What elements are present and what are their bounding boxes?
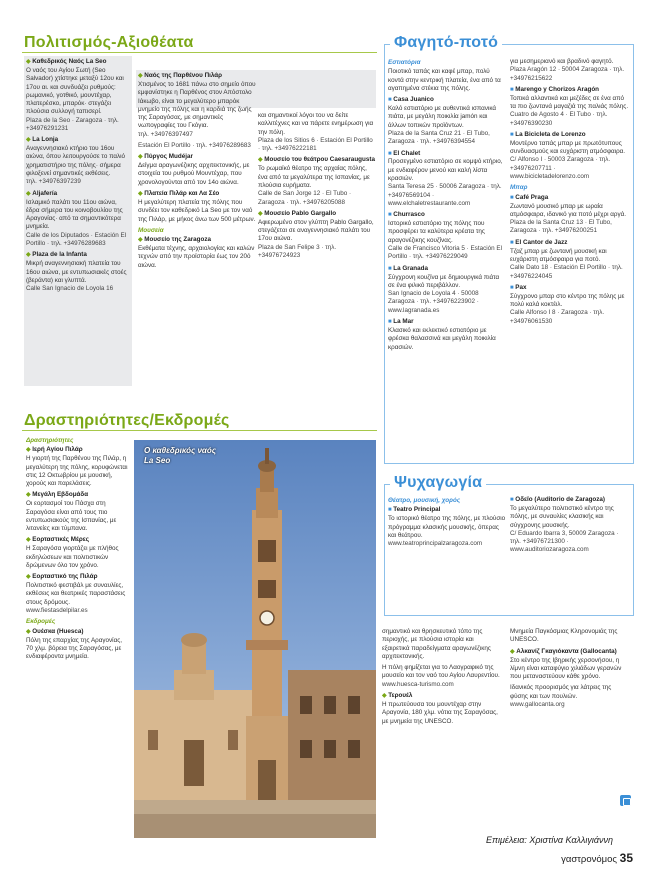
listing-title: ◆ Μουσείο του θεάτρου Caesaraugusta [258,156,376,165]
listing-entry [26,536,130,570]
listing-entry [388,68,506,93]
listing-address: www.gallocanta.org [510,700,565,708]
listing-description: Ιστορικό εστιατόριο της πόλης που προσφέρει τα καλύτερα κρέατα της αραγονέζικης κουζίνας. [388,220,485,244]
listing-title: ■ La Granada [388,265,506,274]
culture-col2 [138,72,256,372]
subsection-label: Εστιατόρια [388,59,421,66]
listing-entry [382,664,502,689]
listing-address: Calle de los Diputados · Estación El Portillo · τηλ. +34976289683 [26,231,127,248]
listing-entry [138,153,256,187]
listing-description: Ποιοτικό ταπάς και καφέ μπαρ, πολύ κοντά στην κεντρική πλατεία, ένα από τα αγαπημένα στέκια της πόλης. [388,68,501,92]
listing-description: Η Σαραγόσα γιορτάζει με πλήθος εκδηλώσεων και πολιτιστικών δρώμενων όλο τον χρόνο. [26,545,119,569]
listing-address: Plaza de la Santa Cruz 13 · El Tubo, Zaragoza · τηλ. +34976200251 [510,219,612,235]
listing-title: ■ El Cantor de Jazz [510,239,630,248]
listing-description: Ισλαμικό παλάτι του 11ου αιώνα, έδρα σήμερα του κοινοβουλίου της Αραγονίας· από τα σημαντικότερα μνημεία. [26,198,123,231]
activities-col3 [510,628,630,798]
listing-title: ◆ Εορταστικές Μέρες [26,536,130,545]
listing-address: Santa Teresa 25 · 50006 Zaragoza · τηλ. +34976569104 · www.elchaletrestaurante.com [388,183,502,207]
listing-description: Το μεγαλύτερο πολιτιστικό κέντρο της πόλης, με συναυλίες κλασικής και σύγχρονης μουσικής. [510,504,614,529]
listing-description: Προσεγμένο εστιατόριο σε κομψό κτήριο, με ενδιαφέρον μενού και καλή λίστα κρασιών. [388,158,503,183]
food-col1 [388,58,506,460]
listing-address: Plaza de la Seo · Zaragoza · τηλ. +34976291231 [26,116,119,132]
subsection-label: Μπαρ [510,184,528,192]
listing-title: ■ La Mar [388,318,506,327]
listing-entry [510,684,630,709]
listing-entry [510,239,630,281]
listing-title: ◆ Τερουέλ [382,692,502,701]
subsection-label: Θέατρο, μουσική, χορός [388,497,461,504]
listing-title: ◆ Μεγάλη Εβδομάδα [26,491,130,500]
listing-entry [388,211,506,261]
listing-description: Το ιστορικό θέατρο της πόλης, με πλούσιο πρόγραμμα κλασικής μουσικής, όπερας και θεάτρου. [388,515,506,539]
listing-description: Ο ναός του Αγίου Σωτή (Seo Salvador) χτίστηκε μεταξύ 12ου και 17ου αι. και συνδυάζει ρυθμούς: ρωμανικό, γοτθικό, μουντέχαρ, πλατερέσκο, μπαρόκ· στεγάζει πλούσια συλλογή ταπισερί. [26,66,124,116]
listing-description: Ζωντανό μουσικό μπαρ με ωραία ατμόσφαιρα, ιδανικό για ποτό μέχρι αργά. [510,202,626,218]
listing-title: ◆ Μουσείο της Zaragoza [138,236,256,245]
listing-title: ■ Café Praga [510,194,630,203]
entertainment-heading: Ψυχαγωγία [390,472,486,493]
listing-address: Plaza de los Sitios 6 · Estación El Portillo · τηλ. +34976222181 [258,136,373,153]
listing-title: ◆ Πλατεία Πιλάρ και Λα Σέο [138,190,256,199]
listing-entry [510,131,630,181]
listing-title: ■ Οδεϊο (Auditorio de Zaragoza) [510,496,630,505]
listing-address: C/ Alfonso I · 50003 Zaragoza · τηλ. +34976207711 · www.bicicletadelorenzo.com [510,156,611,181]
listing-description: και σημαντικοί λόγοι του να δείτε καλλιτέχνες και να πάρετε ενημέρωση για την πόλη. [258,112,374,136]
listing-entry [510,194,630,236]
listing-entry [258,210,376,260]
listing-entry [388,265,506,315]
listing-address: Calle Alfonso I 8 · Zaragoza · τηλ. +34976061530 [510,309,605,325]
listing-address: Plaza Aragón 12 · 50004 Zaragoza · τηλ. +34976215622 [510,66,625,82]
listing-entry [26,190,130,249]
listing-title: ■ Teatro Principal [388,506,506,515]
listing-title: ■ La Bicicleta de Lorenzo [510,131,630,140]
listing-title: ■ Churrasco [388,211,506,220]
listing-entry [138,72,256,139]
listing-address: www.teatroprincipalzaragoza.com [388,540,483,548]
listing-description: Το ρωμαϊκό θέατρο της αρχαίας πόλης, ένα από τα μεγαλύτερα της Ισπανίας, με πλούσια ευρήματα. [258,165,370,189]
listing-address: Calle de Francisco Vitoria 5 · Estación El Portillo · τηλ. +34976229049 [388,245,502,261]
listing-description: Ιδανικός προορισμός για λάτρεις της φύσης και των πουλιών. [510,684,612,700]
listing-title: ◆ Αλκανίζ Γκαγιόκαντα (Gallocanta) [510,648,630,657]
listing-entry [388,506,506,548]
culture-col3 [258,112,376,382]
culture-col1 [26,58,130,384]
listing-entry [258,156,376,206]
page-number: 35 [619,851,633,866]
listing-address: San Ignacio de Loyola 4 · 50008 Zaragoza · τηλ. +34976223902 · www.lagranada.es [388,290,479,314]
listing-title: ◆ La Lonja [26,136,130,145]
listing-description: Τζαζ μπαρ με ζωντανή μουσική και ευχάριστη ατμόσφαιρα για ποτό. [510,247,607,263]
listing-description: Οι εορτασμοί του Πάσχα στη Σαραγόσα είναι από τους πιο εντυπωσιακούς της Ισπανίας, με λιτανείες και τύμπανα. [26,500,117,533]
activities-heading: Δραστηριότητες/Εκδρομές [24,412,230,429]
listing-entry [382,628,502,661]
listing-description: Τοπικά αλλαντικά και μεζέδες σε ένα από τα πιο ζωντανά μαγαζιά της παλιάς πόλης. [510,94,629,111]
listing-address: www.huesca-turismo.com [382,680,454,688]
listing-title: ◆ Εορταστικό της Πιλάρ [26,573,130,582]
listing-description: σημαντικό και θρησκευτικό τόπο της περιοχής, με πλούσια ιστορία και εξαιρετικά παραδείγματα αραγωνέζικης αρχιτεκτονικής. [382,628,491,660]
listing-entry [26,58,130,133]
listing-title: ◆ Καθεδρικός Ναός La Seo [26,58,130,67]
listing-description: Πόλη της επαρχίας της Αραγονίας, 70 χλμ. βόρεια της Σαραγόσας, με ενδιαφέροντα μνημεία. [26,636,122,661]
subsection-label: Εκδρομές [26,618,56,626]
listing-address: Calle Dato 18 · Estación El Portillo · τηλ. +34976224045 [510,264,623,280]
food-heading: Φαγητό-ποτό [390,32,502,53]
listing-description: Η μεγαλύτερη πλατεία της πόλης που συνδέει τον καθεδρικό La Seo με τον ναό της Πιλάρ, με μήκος άνω των 500 μέτρων. [138,198,256,223]
end-mark-icon [620,795,631,806]
listing-entry [510,496,630,555]
page-footer [561,851,633,867]
listing-description: για μεσημεριανό και βραδινό φαγητό. [510,58,614,65]
listing-entry [26,446,130,488]
listing-title: ■ El Chalet [388,150,506,159]
listing-description: Σύγχρονο μπαρ στο κέντρο της πόλης με πολύ καλά κοκτέιλ. [510,292,625,309]
listing-address: Estación El Portillo · τηλ. +34976289683 [138,141,251,149]
entertainment-col2 [510,496,630,612]
listing-address: C/ Eduardo Ibarra 3, 50009 Zaragoza · τηλ. +34976721300 · www.auditoriozaragoza.com [510,529,619,554]
listing-address: τηλ. +34976397239 [26,178,81,186]
listing-entry [26,136,130,186]
listing-description: Χτισμένος το 1681 πάνω στο σημείο όπου εμφανίστηκε η Παρθένος στον Απόστολο Ιάκωβο, είναι το μεγαλύτερο μπαρόκ μνημείο της πόλης και η καρδιά της ζωής της Σαραγόσας, με σημαντικές νωπογραφίες του Γκόγια. [138,80,256,130]
listing-entry [510,284,630,326]
listing-description: Μικρή αναγεννησιακή πλατεία του 16ου αιώνα, με εντυπωσιακές στοές (βεράντα) και γλυπτά. [26,260,127,284]
listing-description: Αναγεννησιακό κτήριο του 16ου αιώνα, όπου λειτουργούσε το παλιό χρηματιστήριο της πόλης· σήμερα φιλοξενεί σημαντικές εκθέσεις. [26,145,126,178]
listing-address: Calle San Ignacio de Loyola 16 [26,285,114,293]
listing-entry [138,236,256,270]
photo-caption: Ο καθεδρικός ναός La Seo [144,446,217,465]
subsection-label: Μουσεία [138,226,164,234]
cathedral-photo [134,440,376,838]
listing-entry [388,96,506,146]
listing-description: Δείγμα αραγωνέζικης αρχιτεκτονικής, με στοιχεία του ρυθμού Μουντέχαρ, που χρονολογούνται από τον 14ο αιώνα. [138,162,250,186]
listing-entry [510,58,630,83]
listing-description: Σύγχρονη κουζίνα με δημιουργικά πιάτα σε ένα φιλικό περιβάλλον. [388,273,500,289]
listing-description: Στο κέντρο της Ιβηρικής χερσονήσου, η λίμνη είναι καταφύγιο χιλιάδων γερανών που μεταναστεύουν κάθε χρόνο. [510,656,622,681]
listing-title: ◆ Ουέσκα (Huesca) [26,628,130,637]
listing-entry [26,628,130,662]
listing-entry [26,251,130,293]
listing-description: Πολιτιστικό φεστιβάλ με συναυλίες, εκθέσεις και θεατρικές παραστάσεις στους δρόμους. [26,582,126,606]
listing-description: Εκθέματα τέχνης, αρχαιολογίας και καλών τεχνών από την προϊστορία έως τον 20ό αιώνα. [138,245,255,269]
listing-entry [388,318,506,352]
listing-entry [26,491,130,533]
listing-address: Calle de San Jorge 12 · El Tubo · Zaragoza · τηλ. +34976205088 [258,190,352,206]
culture-divider [22,52,377,53]
food-col2 [510,58,630,460]
listing-entry [382,692,502,726]
subsection-label: Δραστηριότητες [26,437,74,444]
listing-title: ■ Pax [510,284,630,293]
listing-address: www.fiestasdelpilar.es [26,607,88,615]
listing-title: ■ Casa Juanico [388,96,506,105]
listing-title: ◆ Μουσείο Pablo Gargallo [258,210,376,219]
listing-address: Plaza de la Santa Cruz 21 · El Tubo, Zaragoza · τηλ. +34976394554 [388,129,490,146]
activities-divider [22,430,377,431]
listing-address: Cuatro de Agosto 4 · El Tubo · τηλ. +34976390230 [510,111,608,127]
listing-description: Η γιορτή της Παρθένου της Πιλάρ, η μεγαλύτερη της πόλης, κορυφώνεται στις 12 Οκτωβρίου με μουσική, χορούς και παρελάσεις. [26,455,128,488]
listing-entry [510,86,630,128]
listing-address: Plaza de San Felipe 3 · τηλ. +34976724923 [258,243,337,259]
listing-description: Η πρωτεύουσα του μουντέχαρ στην Αραγονία, 180 χλμ. νότια της Σαραγόσας, με μνημεία της UNESCO. [382,700,498,725]
listing-description: Μοντέρνο ταπάς μπαρ με πρωτότυπους συνδυασμούς και ευχάριστη ατμόσφαιρα. [510,139,626,156]
listing-entry [510,628,630,645]
listing-description: Η πόλη φημίζεται για το Λαογραφικό της μουσείο και τον ναό του Αγίου Λαυρεντίου. [382,664,500,680]
listing-title: ◆ Plaza de la Infanta [26,251,130,260]
listing-title: ◆ Aljafería [26,190,130,199]
listing-title: ◆ Ιερή Αγίου Πιλάρ [26,446,130,455]
listing-address: τηλ. +34976397497 [138,130,193,138]
editor-credit: Επιμέλεια: Χριστίνα Καλλιγιάννη [485,835,613,846]
listing-title: ◆ Πύργος Mudéjar [138,153,256,162]
listing-description: Αφιερωμένο στον γλύπτη Pablo Gargallo, στεγάζεται σε αναγεννησιακό παλάτι του 17ου αιώνα. [258,218,374,243]
listing-description: Μνημεία Παγκόσμιας Κληρονομιάς της UNESCO. [510,628,618,644]
activities-col2 [382,628,502,838]
listing-entry [258,112,376,153]
activities-col1 [26,436,130,836]
listing-entry [26,573,130,615]
culture-heading: Πολιτισμός-Αξιοθέατα [24,34,194,51]
listing-description: Καλό εστιατόριο με αυθεντικά ισπανικά πιάτα, με μεγάλη ποικιλία jamón και άλλων τοπικών προϊόντων. [388,105,497,129]
listing-title: ■ Marengo y Chorizos Aragón [510,86,630,95]
cathedral-illustration [134,440,376,838]
listing-description: Κλασικό και εκλεκτικό εστιατόριο με φρέσκα θαλασσινά και μεγάλη ποικιλία κρασιών. [388,326,496,351]
listing-title: ◆ Ναός της Παρθένου Πιλάρ [138,72,256,81]
listing-entry [138,190,256,224]
magazine-name: γαστρονόμος [561,854,617,866]
entertainment-col1 [388,496,506,612]
listing-entry [510,648,630,682]
listing-entry [138,142,256,150]
listing-entry [388,150,506,209]
